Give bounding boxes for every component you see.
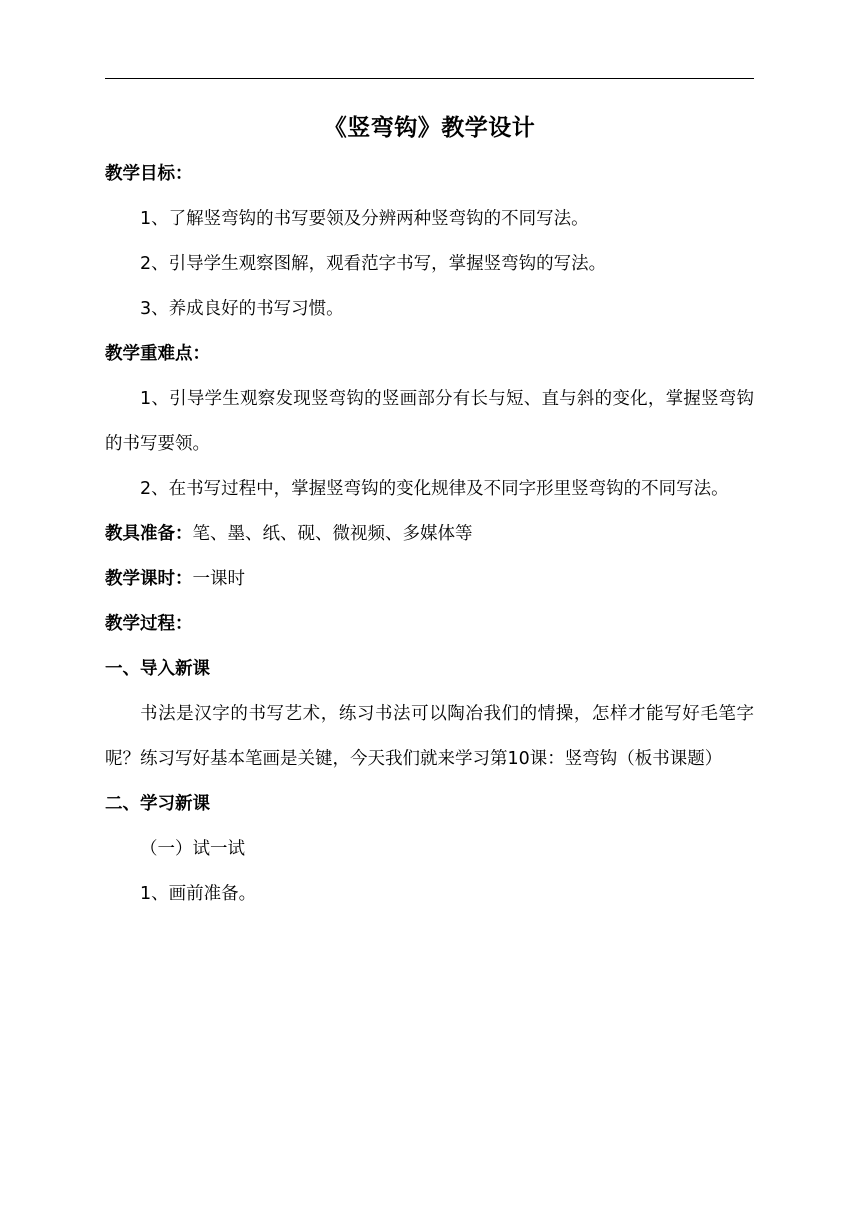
objective-item: 2、引导学生观察图解，观看范字书写，掌握竖弯钩的写法。 — [140, 254, 607, 274]
key-points-heading: 教学重难点： — [105, 344, 210, 364]
section1-heading: 一、导入新课 — [105, 659, 210, 679]
document-title: 《竖弯钩》教学设计 — [323, 115, 536, 141]
header-rule — [105, 78, 754, 79]
period-value: 一课时 — [192, 569, 245, 589]
process-heading: 教学过程： — [105, 614, 193, 634]
period-label: 教学课时： — [105, 569, 193, 589]
objective-item: 1、了解竖弯钩的书写要领及分辨两种竖弯钩的不同写法。 — [140, 209, 589, 229]
objectives-heading: 教学目标： — [105, 164, 193, 184]
tools-value: 笔、墨、纸、砚、微视频、多媒体等 — [192, 524, 473, 544]
section2-item: 1、画前准备。 — [140, 884, 257, 904]
key-point-item: 2、在书写过程中，掌握竖弯钩的变化规律及不同字形里竖弯钩的不同写法。 — [140, 479, 729, 499]
section1-body: 书法是汉字的书写艺术，练习书法可以陶冶我们的情操，怎样才能写好毛笔字呢？练习写好基本笔画是关键，今天我们就来学习第10课：竖弯钩（板书课题） — [105, 704, 754, 769]
tools-line — [105, 512, 754, 557]
section2-subheading: （一）试一试 — [140, 839, 245, 859]
period-line — [105, 557, 754, 602]
document-body — [105, 104, 754, 917]
section2-heading: 二、学习新课 — [105, 794, 210, 814]
tools-label: 教具准备： — [105, 524, 193, 544]
key-point-item: 1、引导学生观察发现竖弯钩的竖画部分有长与短、直与斜的变化，掌握竖弯钩的书写要领。 — [105, 389, 754, 454]
objective-item: 3、养成良好的书写习惯。 — [140, 299, 344, 319]
